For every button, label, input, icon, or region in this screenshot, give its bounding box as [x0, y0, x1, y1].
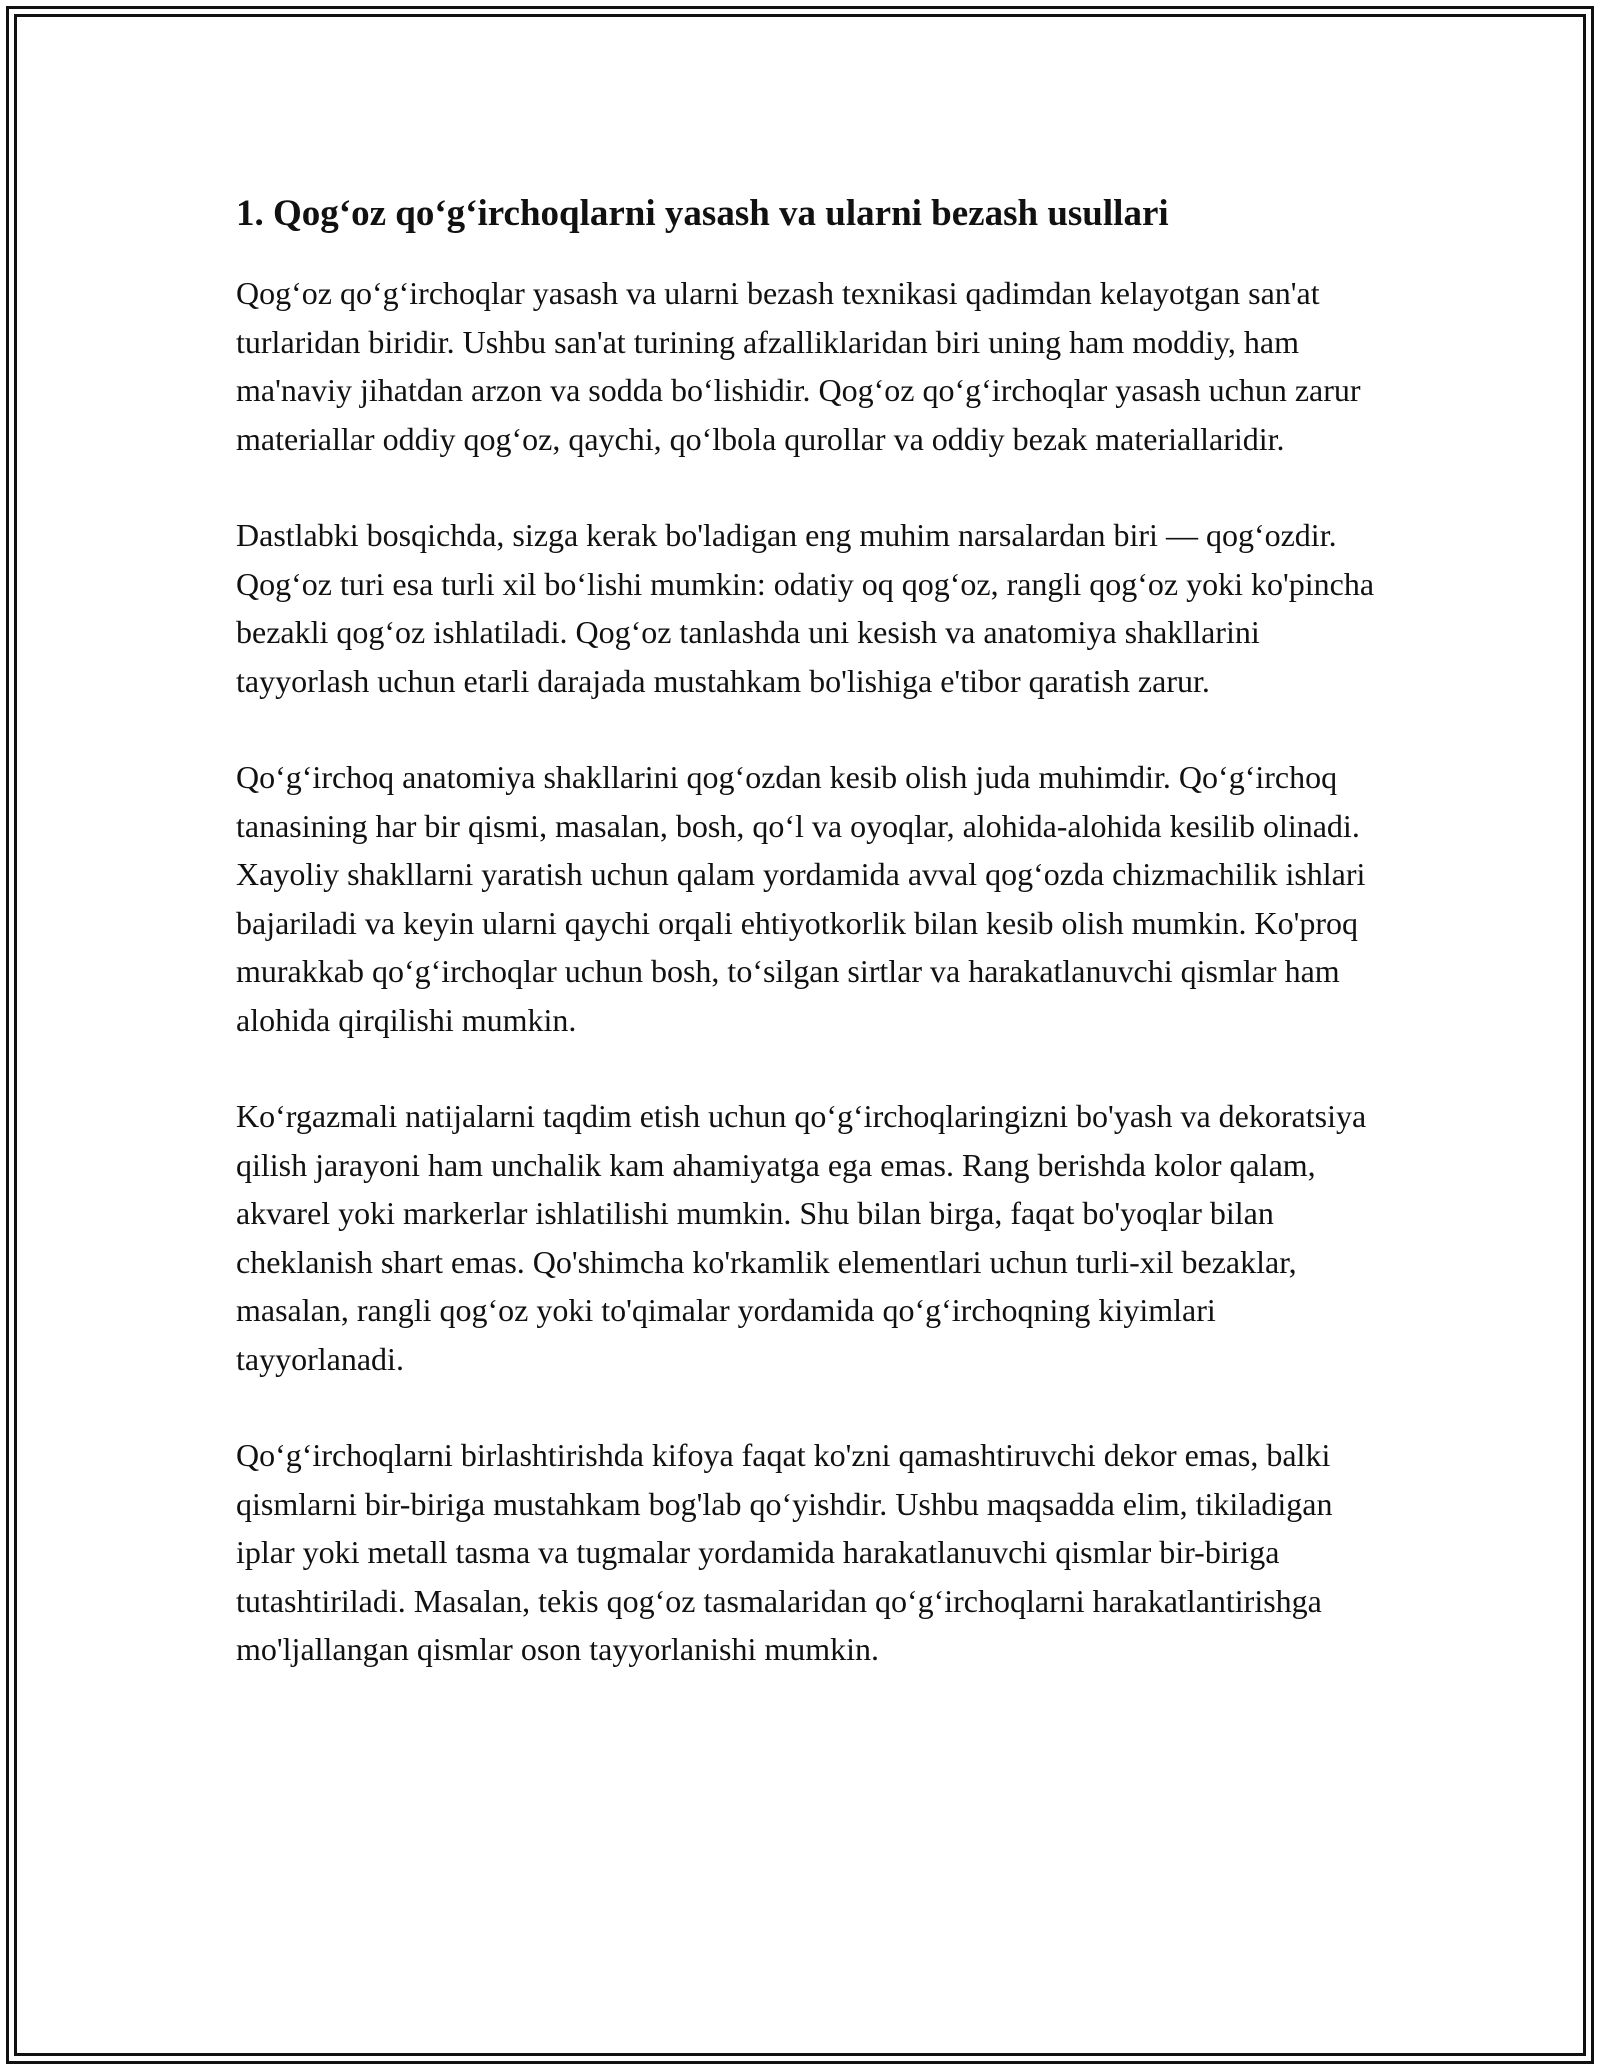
paragraph-paper-choice: Dastlabki bosqichda, sizga kerak bo'ladigan eng muhim narsalardan biri — qog‘ozdir. Qog‘oz turi esa turli xil bo‘lishi mumkin: odatiy oq qog‘oz, rangli qog‘oz yoki ko'pincha bezakli qog‘oz ishlatiladi. Qog‘oz tanlashda uni kesish va anatomiya shakllarini tayyorlash uchun etarli darajada mustahkam bo'lishiga e'tibor qaratish zarur. [236, 517, 1375, 699]
paragraph-assembly: Qo‘g‘irchoqlarni birlashtirishda kifoya faqat ko'zni qamashtiruvchi dekor emas, balki qismlarni bir-biriga mustahkam bog'lab qo‘yishdir. Ushbu maqsadda elim, tikiladigan iplar yoki metall tasma va tugmalar yordamida harakatlanuvchi qismlar bir-biriga tutashtiriladi. Masalan, tekis qog‘oz tasmalaridan qo‘g‘irchoqlarni harakatlantirishga mo'ljallangan qismlar oson tayyorlanishi mumkin. [236, 1437, 1333, 1667]
section-heading: 1. Qog‘oz qo‘g‘irchoqlarni yasash va ularni bezash usullari [236, 193, 1169, 234]
paragraph-cutting-shapes: Qo‘g‘irchoq anatomiya shakllarini qog‘ozdan kesib olish juda muhimdir. Qo‘g‘irchoq tanasining har bir qismi, masalan, bosh, qo‘l va oyoqlar, alohida-alohida kesilib olinadi. Xayoliy shakllarni yaratish uchun qalam yordamida avval qog‘ozda chizmachilik ishlari bajariladi va keyin ularni qaychi orqali ehtiyotkorlik bilan kesib olish mumkin. Ko'proq murakkab qo‘g‘irchoqlar uchun bosh, to‘silgan sirtlar va harakatlanuvchi qismlar ham alohida qirqilishi mumkin. [236, 759, 1366, 1038]
paragraph-painting-decoration: Ko‘rgazmali natijalarni taqdim etish uchun qo‘g‘irchoqlaringizni bo'yash va dekoratsiya qilish jarayoni ham unchalik kam ahamiyatga ega emas. Rang berishda kolor qalam, akvarel yoki markerlar ishlatilishi mumkin. Shu bilan birga, faqat bo'yoqlar bilan cheklanish shart emas. Qo'shimcha ko'rkamlik elementlari uchun turli-xil bezaklar, masalan, rangli qog‘oz yoki to'qimalar yordamida qo‘g‘irchoqning kiyimlari tayyorlanadi. [236, 1098, 1367, 1377]
document-body [236, 185, 1376, 1674]
paragraph-materials: Qog‘oz qo‘g‘irchoqlar yasash va ularni bezash texnikasi qadimdan kelayotgan san'at turlaridan biridir. Ushbu san'at turining afzalliklaridan biri uning ham moddiy, ham ma'naviy jihatdan arzon va sodda bo‘lishidir. Qog‘oz qo‘g‘irchoqlar yasash uchun zarur materiallar oddiy qog‘oz, qaychi, qo‘lbola qurollar va oddiy bezak materiallaridir. [236, 275, 1361, 457]
